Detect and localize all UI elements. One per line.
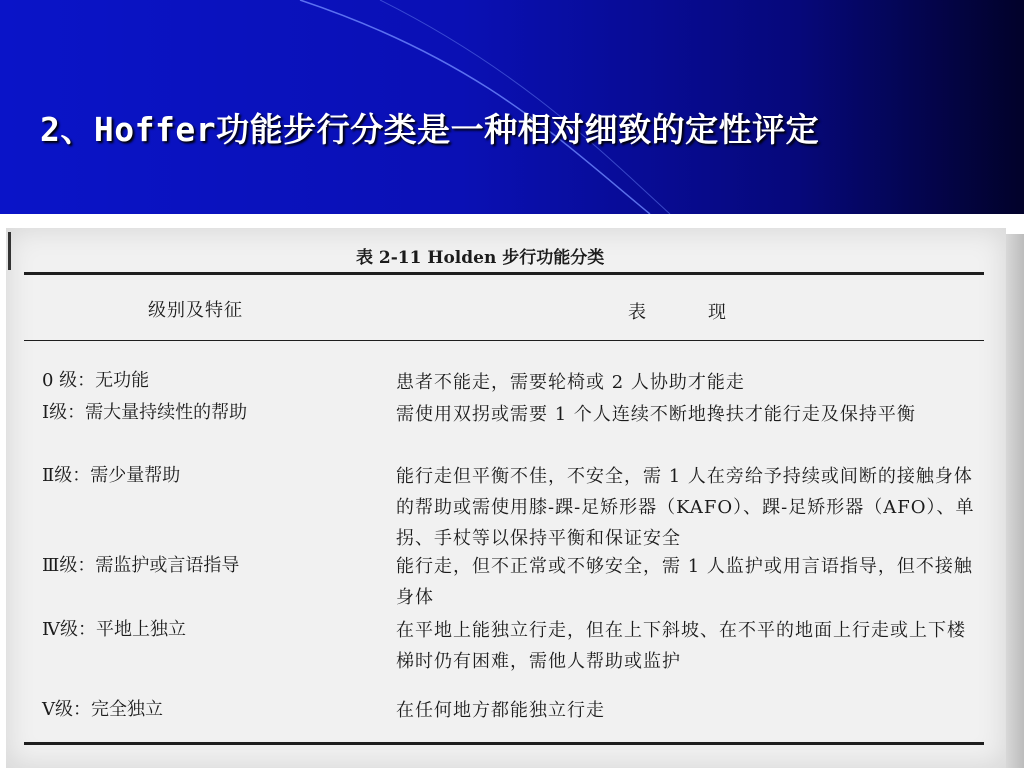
table-row-description: 能行走，但不正常或不够安全，需 1 人监护或用言语指导，但不接触身体 (396, 556, 973, 608)
table-row-description: 在平地上能独立行走，但在上下斜坡、在不平的地面上行走或上下楼梯时仍有困难，需他人帮助或监护 (396, 620, 966, 672)
table-row-description: 在任何地方都能独立行走 (396, 700, 605, 721)
scan-right-edge-strip (1006, 234, 1024, 768)
table-bottom-rule (24, 742, 984, 745)
table-row-level: Ⅳ级：平地上独立 (42, 619, 186, 640)
table-row-level: Ⅰ级：需大量持续性的帮助 (42, 402, 248, 423)
table-row-description: 需使用双拐或需要 1 个人连续不断地搀扶才能行走及保持平衡 (396, 404, 916, 425)
table-row-level: 0 级：无功能 (42, 370, 150, 391)
slide-title: 2、Hoffer功能步行分类是一种相对细致的定性评定 (40, 110, 820, 149)
table-row-description: 能行走但平衡不佳，不安全，需 1 人在旁给予持续或间断的接触身体的帮助或需使用膝-踝-足矫形器（KAFO）、踝-足矫形器（AFO）、单拐、手杖等以保持平衡和保证安全 (396, 466, 975, 549)
scan-left-edge-mark (8, 232, 11, 270)
table-row-description: 患者不能走，需要轮椅或 2 人协助才能走 (396, 372, 745, 393)
table-top-rule (24, 272, 984, 275)
column-header-description: 表现 (628, 302, 788, 323)
table-row-level: Ⅲ级：需监护或言语指导 (42, 555, 240, 576)
table-caption: 表 2-11 Holden 步行功能分类 (356, 248, 605, 268)
column-header-level: 级别及特征 (148, 300, 243, 321)
table-row-level: Ⅱ级：需少量帮助 (42, 465, 181, 486)
table-row-level: Ⅴ级：完全独立 (42, 699, 163, 720)
slide-header (0, 0, 1024, 214)
table-header-rule (24, 340, 984, 341)
